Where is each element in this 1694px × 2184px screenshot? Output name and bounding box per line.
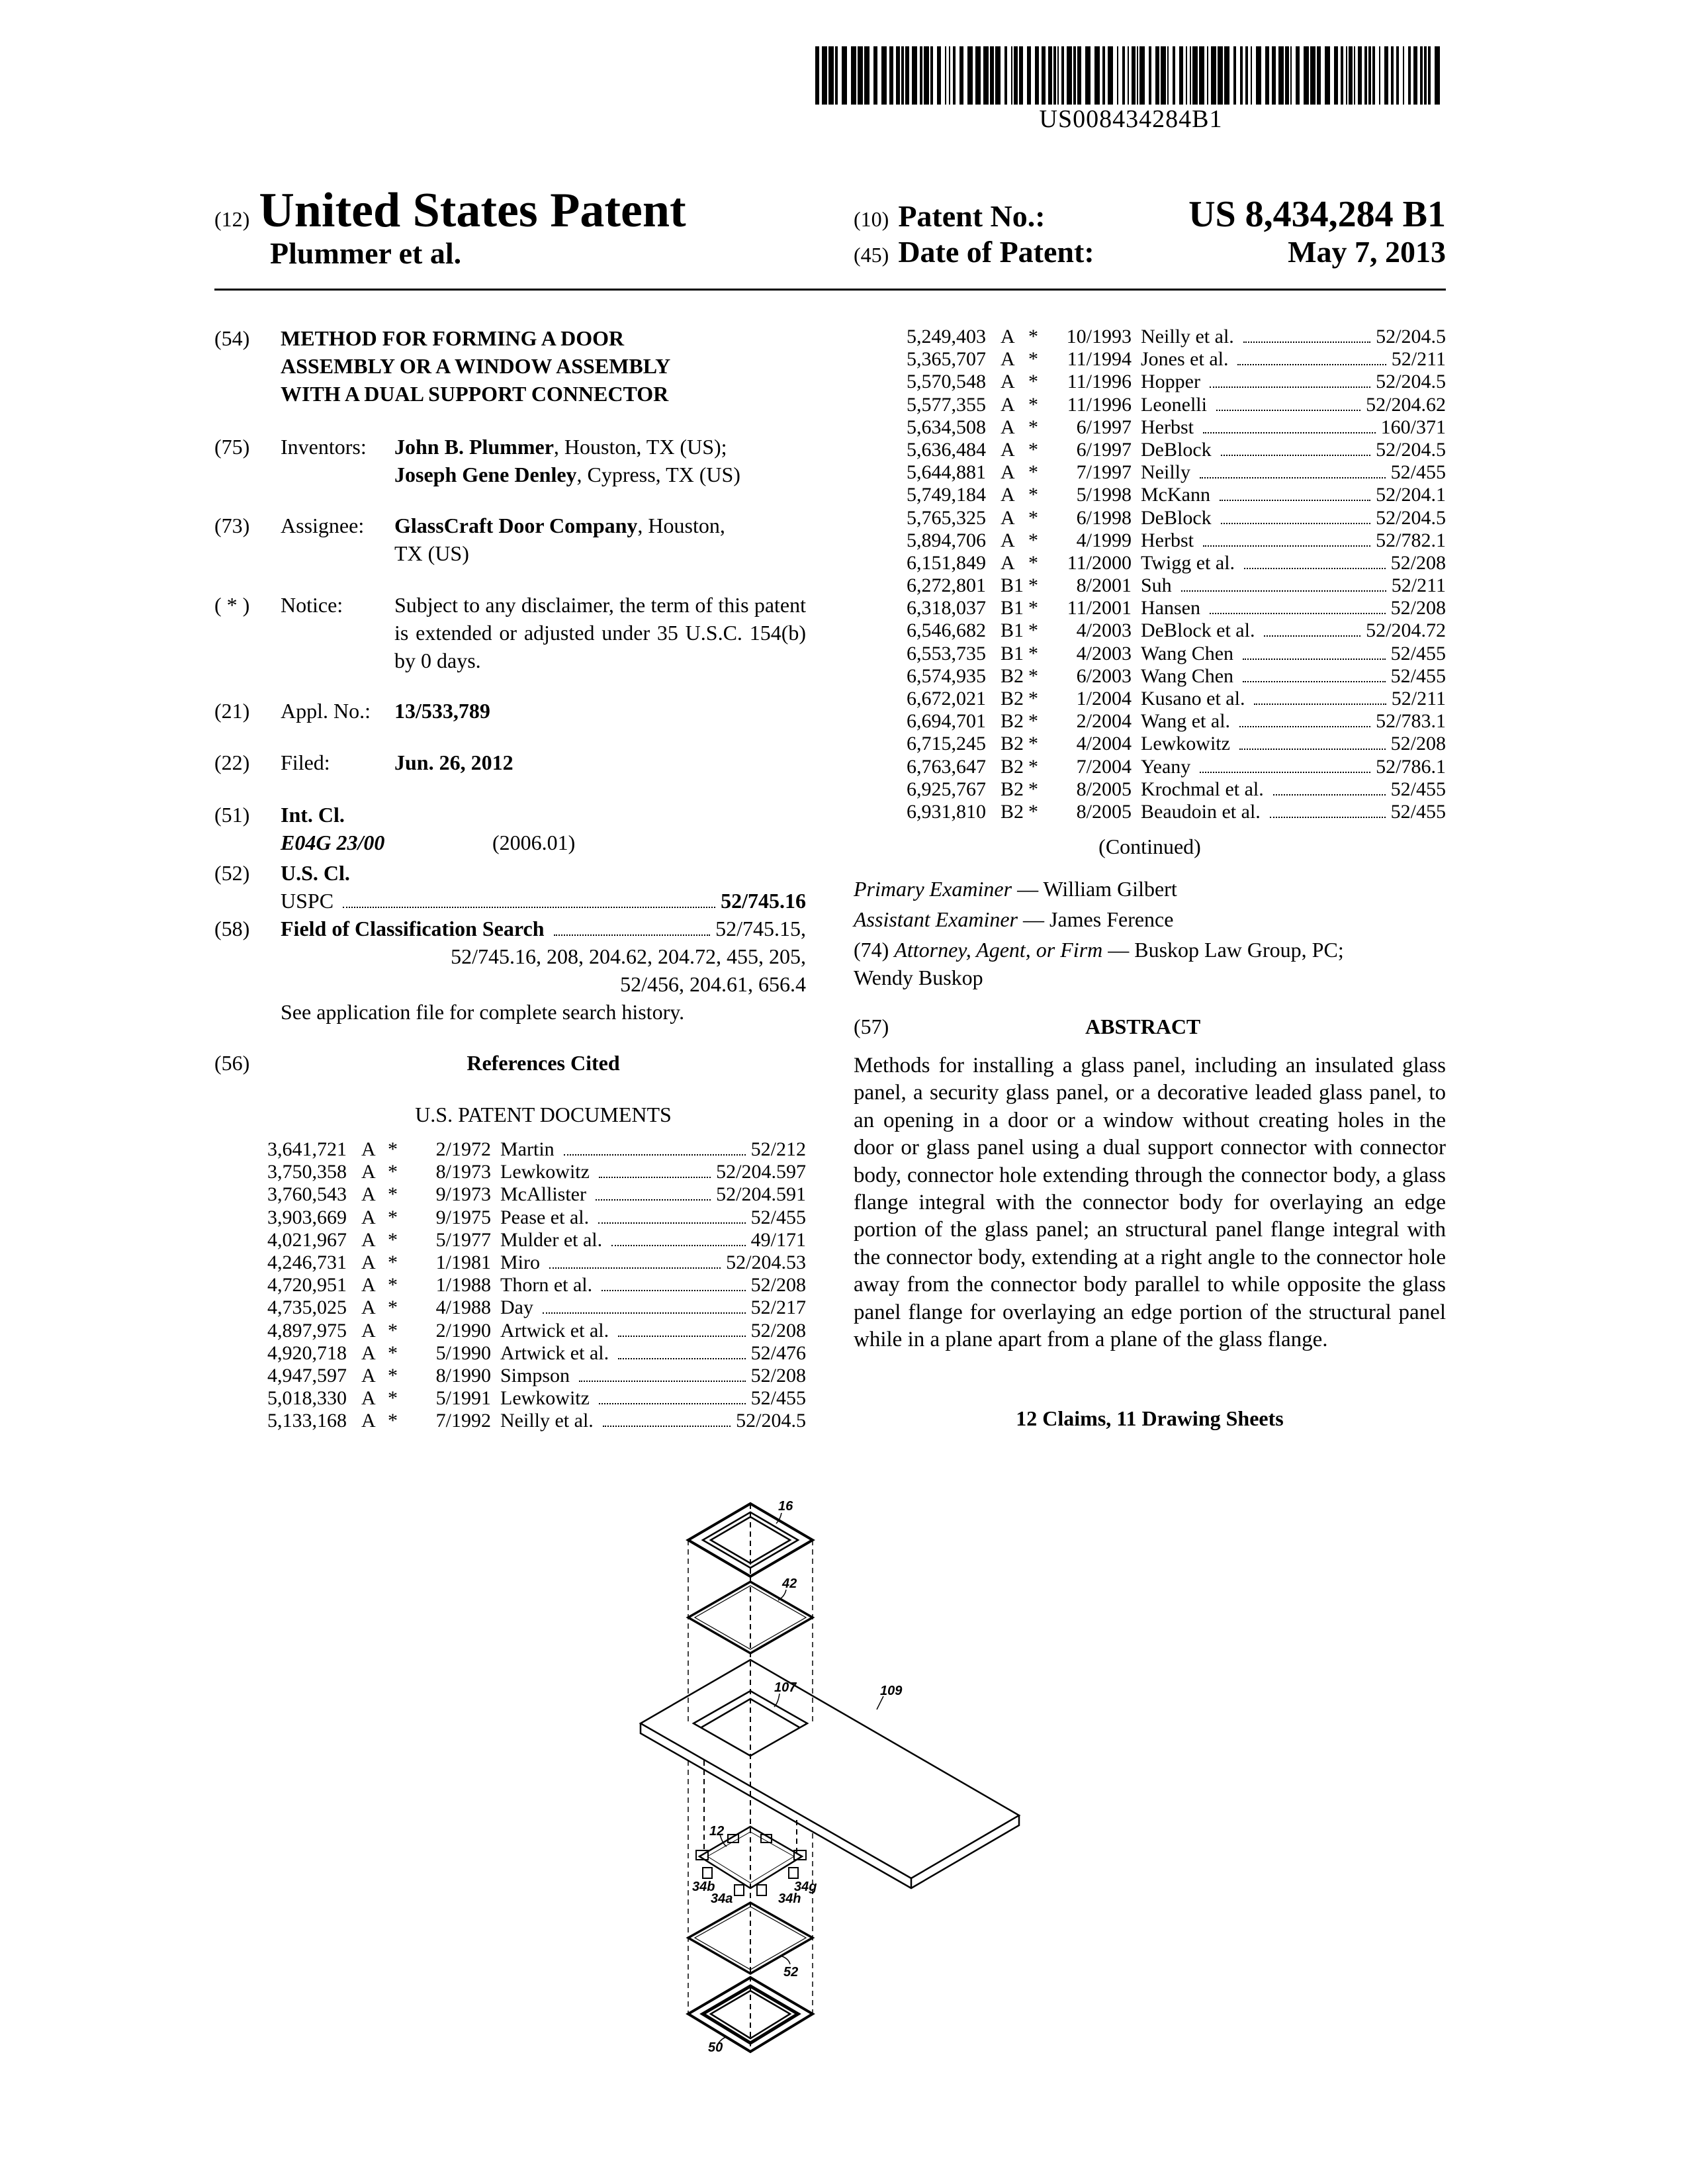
- code: (73): [214, 514, 250, 537]
- ref-class: 52/455: [750, 1387, 806, 1410]
- ref-date: 4/1999: [1076, 529, 1132, 551]
- code: (21): [214, 699, 250, 723]
- ref-star: *: [1028, 371, 1038, 393]
- code: (56): [214, 1051, 250, 1075]
- ref-name: Lewkowitz: [500, 1161, 590, 1183]
- ref-kind: A: [361, 1342, 376, 1364]
- ref-date: 11/1994: [1067, 348, 1132, 371]
- ref-class: 52/208: [1390, 733, 1446, 755]
- ref-number: 5,644,881: [907, 461, 986, 484]
- ref-kind: A: [361, 1387, 376, 1410]
- patent-no-label: Patent No.:: [898, 199, 1046, 233]
- ref-name: Neilly et al.: [500, 1410, 594, 1432]
- ref-number: 5,634,508: [907, 416, 986, 438]
- ref-name: Suh: [1141, 574, 1172, 597]
- ref-number: 6,672,021: [907, 688, 986, 709]
- ref-star: *: [388, 1410, 398, 1432]
- structural-panel-109: [641, 1660, 1019, 1888]
- assignee-location: , Houston,: [637, 514, 725, 537]
- ref-number: 5,636,484: [907, 438, 986, 461]
- inventor-location: , Cypress, TX (US): [576, 463, 740, 486]
- ref-star: *: [388, 1297, 398, 1319]
- ref-date: 6/1997: [1076, 438, 1132, 461]
- inventor-name: John B. Plummer: [394, 435, 554, 459]
- label: Attorney, Agent, or Firm: [894, 938, 1103, 962]
- label-34h: 34h: [778, 1891, 801, 1906]
- ref-class: 52/204.53: [726, 1251, 806, 1273]
- ref-class: 52/204.62: [1366, 393, 1446, 416]
- ref-class: 52/217: [750, 1297, 806, 1319]
- ref-star: *: [1028, 393, 1038, 416]
- ref-class: 52/455: [1390, 800, 1446, 823]
- ref-name: Wang Chen: [1141, 664, 1234, 687]
- ref-date: 1/2004: [1076, 688, 1132, 709]
- ref-date: 4/2003: [1076, 642, 1132, 664]
- ref-name: Neilly et al.: [1141, 326, 1234, 347]
- date-code: (45): [854, 243, 889, 267]
- ref-date: 8/2005: [1076, 778, 1132, 800]
- ref-class: 52/204.1: [1376, 484, 1446, 506]
- ref-number: 5,133,168: [267, 1410, 347, 1432]
- ref-star: *: [1028, 326, 1038, 347]
- ref-star: *: [388, 1206, 398, 1228]
- ref-date: 8/1990: [435, 1364, 491, 1387]
- continued-label: (Continued): [1098, 835, 1201, 858]
- ref-number: 3,760,543: [267, 1183, 347, 1206]
- ref-name: Twigg et al.: [1141, 551, 1235, 574]
- ref-number: 4,897,975: [267, 1319, 347, 1342]
- ref-date: 2/1972: [435, 1138, 491, 1160]
- value: — James Ference: [1017, 907, 1174, 931]
- ref-star: *: [1028, 800, 1038, 823]
- ref-number: 5,249,403: [907, 326, 986, 347]
- ref-date: 4/1988: [435, 1297, 491, 1319]
- ref-class: 52/208: [750, 1364, 806, 1387]
- ref-name: McKann: [1141, 484, 1210, 506]
- ref-kind: A: [361, 1206, 376, 1228]
- ref-class: 52/455: [1390, 461, 1446, 484]
- ref-date: 11/2001: [1067, 597, 1132, 619]
- ref-number: 6,574,935: [907, 664, 986, 687]
- ref-number: 6,151,849: [907, 551, 986, 574]
- ref-number: 5,765,325: [907, 506, 986, 529]
- field-value: 52/456, 204.61, 656.4: [620, 972, 806, 996]
- ref-star: *: [1028, 416, 1038, 438]
- ref-star: *: [1028, 597, 1038, 619]
- ref-kind: A: [1001, 371, 1015, 393]
- ref-kind: A: [361, 1410, 376, 1432]
- ref-class: 52/476: [750, 1342, 806, 1364]
- ref-number: 4,735,025: [267, 1297, 347, 1319]
- code: (58): [214, 917, 250, 940]
- ref-kind: B1: [1001, 642, 1024, 664]
- ref-date: 1/1988: [435, 1274, 491, 1297]
- ref-number: 3,750,358: [267, 1161, 347, 1183]
- ref-class: 52/204.591: [716, 1183, 806, 1206]
- ref-kind: A: [1001, 438, 1015, 461]
- label-34a: 34a: [711, 1891, 733, 1906]
- ref-number: 5,749,184: [907, 484, 986, 506]
- label-34g: 34g: [794, 1880, 817, 1894]
- ref-date: 2/1990: [435, 1319, 491, 1342]
- label-16: 16: [778, 1499, 793, 1514]
- ref-date: 5/1991: [435, 1387, 491, 1410]
- us-docs-label: U.S. PATENT DOCUMENTS: [415, 1103, 672, 1126]
- ref-star: *: [388, 1319, 398, 1342]
- ref-number: 6,318,037: [907, 597, 986, 619]
- ref-name: DeBlock: [1141, 438, 1212, 461]
- field-value: 52/745.16, 208, 204.62, 204.72, 455, 205,: [451, 944, 806, 968]
- ref-kind: A: [1001, 529, 1015, 551]
- ref-star: *: [388, 1228, 398, 1251]
- ref-kind: B2: [1001, 688, 1024, 709]
- ref-number: 6,715,245: [907, 733, 986, 755]
- ref-date: 8/2001: [1076, 574, 1132, 597]
- label: Inventors:: [281, 435, 367, 459]
- ref-class: 52/204.72: [1366, 619, 1446, 642]
- ref-date: 8/1973: [435, 1161, 491, 1183]
- ref-kind: A: [1001, 461, 1015, 484]
- code: (74): [854, 938, 889, 962]
- code: (75): [214, 435, 250, 459]
- application-number: 13/533,789: [394, 699, 490, 723]
- ref-class: 52/204.5: [1376, 371, 1446, 393]
- ref-name: Pease et al.: [500, 1206, 590, 1228]
- ref-star: *: [1028, 778, 1038, 800]
- label: Primary Examiner: [854, 877, 1012, 901]
- label: Filed:: [281, 751, 330, 774]
- ref-date: 6/2003: [1076, 664, 1132, 687]
- ref-class: 52/455: [1390, 642, 1446, 664]
- ref-class: 52/204.597: [716, 1161, 806, 1183]
- ref-number: 5,894,706: [907, 529, 986, 551]
- label: Int. Cl.: [281, 803, 345, 827]
- code: (51): [214, 803, 250, 827]
- patent-number: US 8,434,284 B1: [1188, 194, 1446, 235]
- ref-class: 52/204.5: [736, 1410, 806, 1432]
- inventor-name: Joseph Gene Denley: [394, 463, 577, 486]
- abstract-text: Methods for installing a glass panel, including an insulated glass panel, a security glass panel, or a decorative leaded glass panel, to an opening in a door or a window without creating holes in the door or glass panel using a dual support connector with connector body, connector hole extending through the connector body, a glass flange integral with the connector body for overlaying an edge portion of the glass panel; an structural panel flange integral with the connector body, extending at a right angle to the connector hole away from the connector body parallel to while opposite the glass panel flange for overlaying an edge portion of the structural panel while in a plane apart from a plane of the glass flange.: [854, 1054, 1446, 1352]
- code: (57): [854, 1015, 889, 1038]
- code: (22): [214, 751, 250, 774]
- assignee-name: GlassCraft Door Company: [394, 514, 638, 537]
- ref-kind: B2: [1001, 778, 1024, 800]
- ref-star: *: [1028, 506, 1038, 529]
- ref-number: 6,553,735: [907, 642, 986, 664]
- ref-class: 52/211: [1391, 348, 1446, 371]
- ref-star: *: [1028, 551, 1038, 574]
- ref-number: 4,947,597: [267, 1364, 347, 1387]
- code: ( * ): [214, 593, 250, 617]
- ref-star: *: [1028, 642, 1038, 664]
- ref-star: *: [388, 1138, 398, 1160]
- ref-star: *: [1028, 710, 1038, 733]
- ref-name: Miro: [500, 1251, 540, 1273]
- ref-name: Mulder et al.: [500, 1228, 603, 1251]
- ref-star: *: [1028, 461, 1038, 484]
- code: (54): [214, 326, 250, 350]
- ref-star: *: [1028, 688, 1038, 709]
- ref-date: 7/1992: [435, 1410, 491, 1432]
- ref-number: 5,018,330: [267, 1387, 347, 1410]
- ref-star: *: [388, 1251, 398, 1273]
- ref-kind: B2: [1001, 733, 1024, 755]
- uspc-value: 52/745.16: [721, 889, 806, 913]
- ref-kind: A: [361, 1274, 376, 1297]
- ref-kind: A: [1001, 326, 1015, 347]
- ref-name: Wang Chen: [1141, 642, 1234, 664]
- ref-star: *: [1028, 619, 1038, 642]
- ref-name: Leonelli: [1141, 393, 1207, 416]
- ref-number: 4,246,731: [267, 1251, 347, 1273]
- ref-kind: B2: [1001, 800, 1024, 823]
- ref-star: *: [1028, 664, 1038, 687]
- ref-class: 52/782.1: [1376, 529, 1446, 551]
- ref-kind: A: [1001, 348, 1015, 371]
- uspc-label: USPC: [281, 889, 334, 913]
- date-label: Date of Patent:: [898, 235, 1094, 269]
- abstract-label: ABSTRACT: [1085, 1015, 1201, 1038]
- label: Notice:: [281, 593, 343, 617]
- ref-date: 2/2004: [1076, 710, 1132, 733]
- label: Assignee:: [281, 514, 365, 537]
- ref-date: 7/1997: [1076, 461, 1132, 484]
- value: — William Gilbert: [1012, 877, 1177, 901]
- ref-star: *: [1028, 438, 1038, 461]
- ref-number: 3,903,669: [267, 1206, 347, 1228]
- ref-name: Day: [500, 1297, 533, 1319]
- ref-class: 160/371: [1380, 416, 1446, 438]
- ref-star: *: [388, 1274, 398, 1297]
- label-50: 50: [708, 2040, 723, 2055]
- label-52: 52: [783, 1965, 799, 1979]
- title-line: WITH A DUAL SUPPORT CONNECTOR: [281, 382, 669, 406]
- ref-name: Jones et al.: [1141, 348, 1229, 371]
- ref-name: McAllister: [500, 1183, 586, 1206]
- ref-star: *: [388, 1183, 398, 1206]
- ref-name: DeBlock et al.: [1141, 619, 1255, 642]
- ref-number: 6,272,801: [907, 574, 986, 597]
- ref-kind: B2: [1001, 755, 1024, 778]
- ref-kind: A: [1001, 506, 1015, 529]
- ref-number: 4,920,718: [267, 1342, 347, 1364]
- ref-name: Neilly: [1141, 461, 1190, 484]
- type-code: (12): [214, 207, 250, 231]
- ref-name: Thorn et al.: [500, 1274, 593, 1297]
- ref-date: 1/1981: [435, 1251, 491, 1273]
- patent-type-label: United States Patent: [259, 183, 686, 238]
- ref-kind: A: [1001, 416, 1015, 438]
- ref-date: 8/2005: [1076, 800, 1132, 823]
- ref-kind: B2: [1001, 664, 1024, 687]
- ref-date: 11/1996: [1067, 393, 1132, 416]
- ref-name: Artwick et al.: [500, 1319, 609, 1342]
- ref-number: 6,694,701: [907, 710, 986, 733]
- label: U.S. Cl.: [281, 861, 350, 885]
- ref-number: 4,021,967: [267, 1228, 347, 1251]
- ref-kind: A: [361, 1251, 376, 1273]
- ref-class: 52/455: [1390, 778, 1446, 800]
- ref-star: *: [388, 1364, 398, 1387]
- ref-date: 6/1998: [1076, 506, 1132, 529]
- value: — Buskop Law Group, PC;: [1102, 938, 1344, 962]
- ref-class: 52/455: [1390, 664, 1446, 687]
- ref-class: 52/786.1: [1376, 755, 1446, 778]
- patent-date: May 7, 2013: [1288, 235, 1446, 269]
- ref-kind: A: [1001, 551, 1015, 574]
- ref-star: *: [1028, 733, 1038, 755]
- ref-kind: B1: [1001, 597, 1024, 619]
- ref-kind: A: [1001, 393, 1015, 416]
- ref-star: *: [1028, 484, 1038, 506]
- field-value: 52/745.15,: [715, 917, 806, 940]
- ref-date: 10/1993: [1066, 326, 1132, 347]
- ref-kind: A: [361, 1161, 376, 1183]
- title-line: ASSEMBLY OR A WINDOW ASSEMBLY: [281, 354, 671, 378]
- ref-class: 52/208: [1390, 597, 1446, 619]
- ref-name: Yeany: [1141, 755, 1191, 778]
- ref-name: Lewkowitz: [500, 1387, 590, 1410]
- ref-name: Hansen: [1141, 597, 1200, 619]
- ref-date: 7/2004: [1076, 755, 1132, 778]
- ref-number: 6,931,810: [907, 800, 986, 823]
- ref-star: *: [388, 1387, 398, 1410]
- ref-class: 52/211: [1391, 574, 1446, 597]
- ref-class: 52/783.1: [1376, 710, 1446, 733]
- ref-kind: A: [1001, 484, 1015, 506]
- label: Assistant Examiner: [854, 907, 1018, 931]
- reference-numerals: [692, 1499, 903, 2055]
- references-label: References Cited: [467, 1051, 620, 1075]
- ref-kind: B2: [1001, 710, 1024, 733]
- ref-number: 6,925,767: [907, 778, 986, 800]
- ref-kind: A: [361, 1138, 376, 1160]
- patent-no-code: (10): [854, 207, 889, 231]
- ref-kind: A: [361, 1183, 376, 1206]
- int-class-year: (2006.01): [492, 831, 576, 854]
- ref-number: 6,763,647: [907, 755, 986, 778]
- ref-kind: B1: [1001, 619, 1024, 642]
- ref-kind: A: [361, 1228, 376, 1251]
- ref-class: 52/204.5: [1376, 438, 1446, 461]
- ref-class: 52/208: [750, 1274, 806, 1297]
- label-34b: 34b: [692, 1880, 715, 1894]
- ref-number: 6,546,682: [907, 619, 986, 642]
- label-42: 42: [782, 1576, 797, 1591]
- ref-star: *: [1028, 755, 1038, 778]
- ref-date: 9/1975: [435, 1206, 491, 1228]
- ref-name: Simpson: [500, 1364, 570, 1387]
- field-note: See application file for complete search history.: [281, 1000, 685, 1024]
- label: Appl. No.:: [281, 699, 371, 723]
- leader-lines: [718, 1513, 883, 2044]
- ref-number: 5,570,548: [907, 371, 986, 393]
- ref-name: Herbst: [1141, 416, 1194, 438]
- ref-number: 5,577,355: [907, 393, 986, 416]
- ref-number: 5,365,707: [907, 348, 986, 371]
- ref-date: 9/1973: [435, 1183, 491, 1206]
- ref-name: Herbst: [1141, 529, 1194, 551]
- code: (52): [214, 861, 250, 885]
- ref-date: 11/2000: [1067, 551, 1132, 574]
- ref-number: 3,641,721: [267, 1138, 347, 1160]
- ref-class: 52/204.5: [1376, 326, 1446, 347]
- ref-class: 52/208: [1390, 551, 1446, 574]
- ref-date: 5/1990: [435, 1342, 491, 1364]
- assignee-location: TX (US): [394, 541, 469, 565]
- authors: Plummer et al.: [270, 236, 462, 270]
- ref-date: 4/2003: [1076, 619, 1132, 642]
- ref-class: 49/171: [750, 1228, 806, 1251]
- ref-name: Kusano et al.: [1141, 688, 1245, 709]
- ref-star: *: [1028, 574, 1038, 597]
- ref-date: 11/1996: [1067, 371, 1132, 393]
- int-class-code: E04G 23/00: [281, 831, 385, 854]
- ref-star: *: [1028, 348, 1038, 371]
- barcode-number: US008434284B1: [1039, 105, 1223, 133]
- ref-class: 52/211: [1391, 688, 1446, 709]
- label: Field of Classification Search: [281, 917, 545, 940]
- label-109: 109: [880, 1684, 903, 1698]
- ref-kind: A: [361, 1364, 376, 1387]
- ref-date: 4/2004: [1076, 733, 1132, 755]
- ref-kind: B1: [1001, 574, 1024, 597]
- ref-class: 52/204.5: [1376, 506, 1446, 529]
- ref-date: 5/1977: [435, 1228, 491, 1251]
- filed-date: Jun. 26, 2012: [394, 751, 513, 774]
- ref-class: 52/212: [750, 1138, 806, 1160]
- ref-name: Artwick et al.: [500, 1342, 609, 1364]
- notice-text: Subject to any disclaimer, the term of this patent is extended or adjusted under 35 U.S.C. 154(b) by 0 days.: [394, 593, 806, 672]
- ref-class: 52/455: [750, 1206, 806, 1228]
- ref-date: 5/1998: [1076, 484, 1132, 506]
- inventor-location: , Houston, TX (US);: [553, 435, 727, 459]
- ref-kind: A: [361, 1297, 376, 1319]
- ref-name: Krochmal et al.: [1141, 778, 1264, 800]
- ref-star: *: [1028, 529, 1038, 551]
- ref-name: Wang et al.: [1141, 710, 1231, 733]
- ref-class: 52/208: [750, 1319, 806, 1342]
- label-107: 107: [774, 1680, 797, 1695]
- ref-kind: A: [361, 1319, 376, 1342]
- value: Wendy Buskop: [854, 966, 983, 989]
- ref-number: 4,720,951: [267, 1274, 347, 1297]
- ref-name: Martin: [500, 1138, 555, 1160]
- title-line: METHOD FOR FORMING A DOOR: [281, 326, 625, 350]
- ref-date: 6/1997: [1076, 416, 1132, 438]
- ref-name: DeBlock: [1141, 506, 1212, 529]
- claims-count: 12 Claims, 11 Drawing Sheets: [1016, 1406, 1284, 1430]
- ref-star: *: [388, 1342, 398, 1364]
- ref-name: Hopper: [1141, 371, 1200, 393]
- ref-name: Lewkowitz: [1141, 733, 1230, 755]
- label-12: 12: [709, 1824, 725, 1839]
- ref-name: Beaudoin et al.: [1141, 800, 1261, 823]
- ref-star: *: [388, 1161, 398, 1183]
